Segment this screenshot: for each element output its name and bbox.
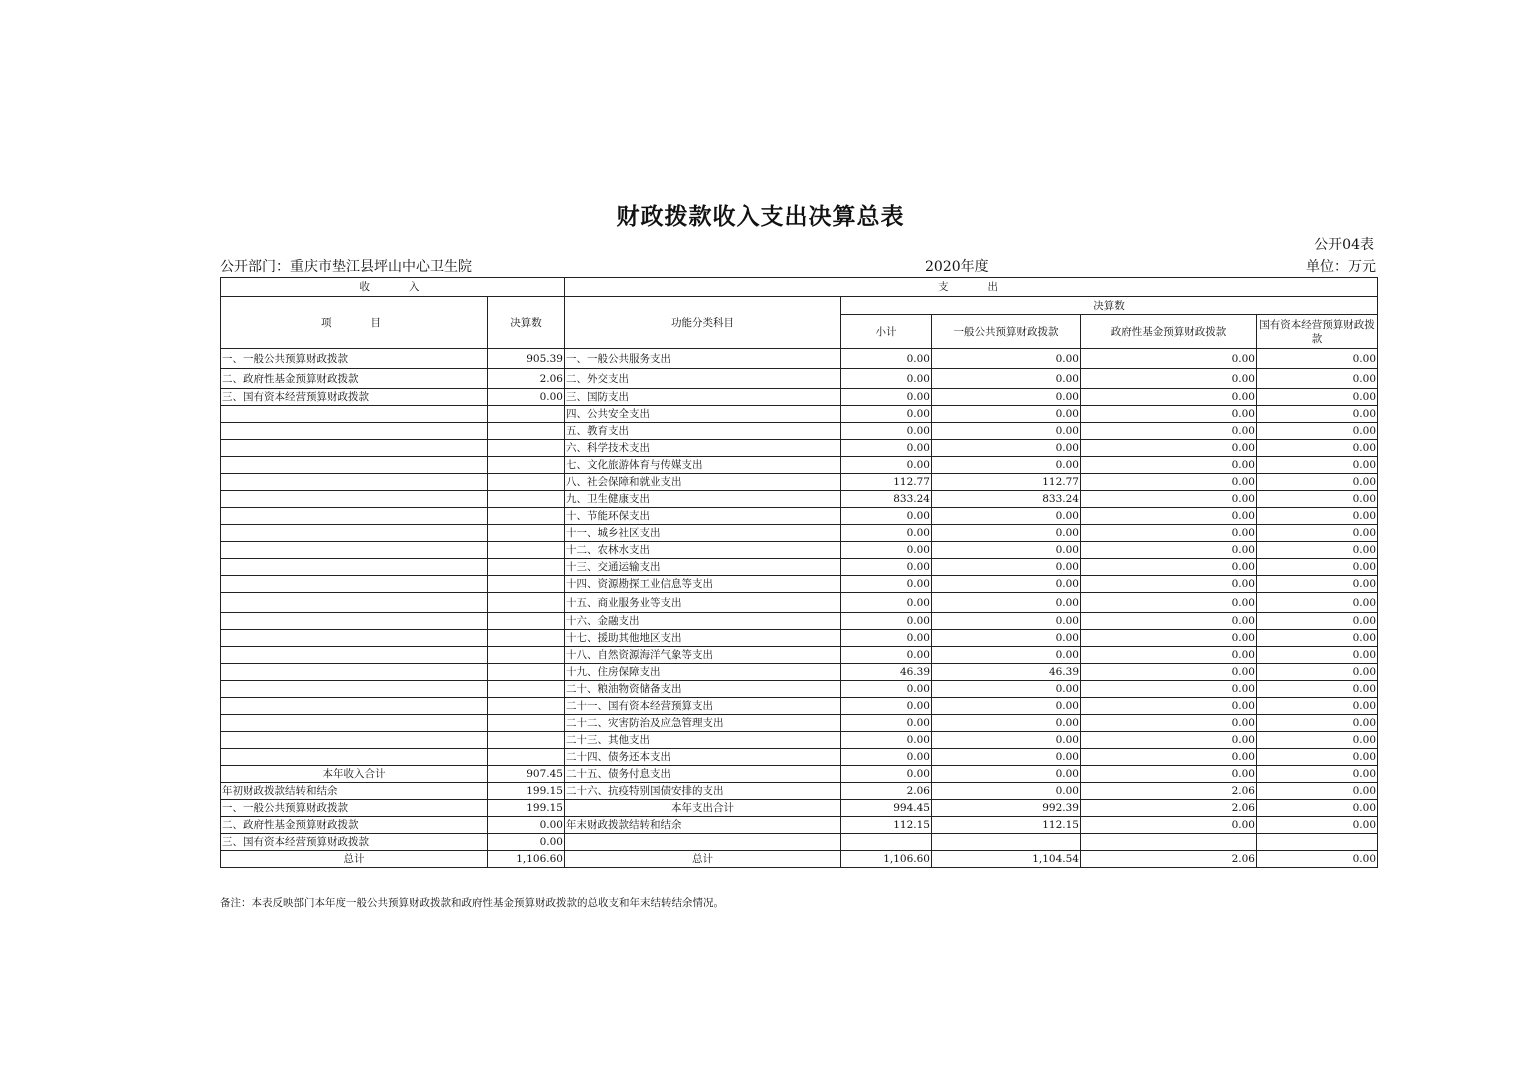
income-header: 收 入: [221, 278, 565, 297]
expense-item-cell: 二十、粮油物资储备支出: [565, 681, 841, 698]
general-budget-cell: 0.00: [932, 369, 1081, 389]
state-capital-cell: [1257, 834, 1378, 851]
table-row: [221, 457, 1378, 474]
func-subject-header: 功能分类科目: [565, 297, 841, 349]
subtotal-cell: 0.00: [841, 389, 932, 406]
table-row: [221, 349, 1378, 369]
subtotal-cell: 0.00: [841, 369, 932, 389]
amount-header: 决算数: [488, 297, 565, 349]
state-capital-cell: 0.00: [1257, 474, 1378, 491]
subtotal-cell: 833.24: [841, 491, 932, 508]
income-item-cell: [221, 559, 488, 576]
income-amount-cell: 2.06: [488, 369, 565, 389]
expense-item-cell: 总计: [565, 851, 841, 868]
state-capital-cell: 0.00: [1257, 630, 1378, 647]
income-amount-cell: [488, 664, 565, 681]
subtotal-cell: 0.00: [841, 525, 932, 542]
expense-item-cell: 七、文化旅游体育与传媒支出: [565, 457, 841, 474]
expense-item-cell: 十三、交通运输支出: [565, 559, 841, 576]
income-item-cell: [221, 715, 488, 732]
income-item-cell: [221, 749, 488, 766]
expense-item-cell: 年末财政拨款结转和结余: [565, 817, 841, 834]
general-budget-cell: [932, 834, 1081, 851]
general-budget-cell: 0.00: [932, 732, 1081, 749]
income-item-cell: [221, 593, 488, 613]
subtotal-header: 小计: [841, 315, 932, 349]
expense-item-cell: 十四、资源勘探工业信息等支出: [565, 576, 841, 593]
subtotal-cell: 112.77: [841, 474, 932, 491]
table-row: [221, 834, 1378, 851]
table-row: [221, 749, 1378, 766]
form-number: 公开04表: [1314, 237, 1374, 253]
income-item-cell: [221, 508, 488, 525]
subtotal-cell: 0.00: [841, 457, 932, 474]
meta-row: [220, 256, 1376, 276]
fund-budget-cell: 2.06: [1081, 800, 1257, 817]
expense-item-cell: 二十三、其他支出: [565, 732, 841, 749]
expense-header: 支 出: [565, 278, 1378, 297]
state-capital-cell: 0.00: [1257, 681, 1378, 698]
income-amount-cell: 199.15: [488, 800, 565, 817]
table-row: [221, 698, 1378, 715]
general-budget-cell: 0.00: [932, 766, 1081, 783]
income-item-cell: [221, 457, 488, 474]
general-budget-cell: 0.00: [932, 593, 1081, 613]
state-capital-cell: 0.00: [1257, 542, 1378, 559]
subtotal-cell: 994.45: [841, 800, 932, 817]
income-item-cell: 年初财政拨款结转和结余: [221, 783, 488, 800]
table-row: [221, 851, 1378, 868]
general-budget-header: 一般公共预算财政拨款: [932, 315, 1081, 349]
subtotal-cell: 0.00: [841, 349, 932, 369]
table-row: [221, 732, 1378, 749]
fund-budget-cell: 0.00: [1081, 698, 1257, 715]
general-budget-cell: 0.00: [932, 698, 1081, 715]
expense-item-cell: 一、一般公共服务支出: [565, 349, 841, 369]
fund-budget-cell: 0.00: [1081, 349, 1257, 369]
table-body: [221, 349, 1378, 868]
general-budget-cell: 0.00: [932, 576, 1081, 593]
income-amount-cell: [488, 630, 565, 647]
income-amount-cell: 0.00: [488, 389, 565, 406]
income-amount-cell: [488, 491, 565, 508]
income-amount-cell: [488, 681, 565, 698]
general-budget-cell: 0.00: [932, 613, 1081, 630]
table-row: [221, 593, 1378, 613]
table-row: [221, 525, 1378, 542]
table-row: [221, 664, 1378, 681]
state-capital-cell: 0.00: [1257, 369, 1378, 389]
fund-budget-cell: 0.00: [1081, 508, 1257, 525]
general-budget-cell: 0.00: [932, 542, 1081, 559]
expense-item-cell: 二十四、债务还本支出: [565, 749, 841, 766]
income-item-cell: [221, 630, 488, 647]
fund-budget-cell: 2.06: [1081, 783, 1257, 800]
expense-item-cell: 二十二、灾害防治及应急管理支出: [565, 715, 841, 732]
subtotal-cell: 0.00: [841, 576, 932, 593]
income-item-cell: [221, 681, 488, 698]
subtotal-cell: 0.00: [841, 613, 932, 630]
fund-budget-cell: 0.00: [1081, 457, 1257, 474]
subtotal-cell: 0.00: [841, 593, 932, 613]
subtotal-cell: 0.00: [841, 715, 932, 732]
general-budget-cell: 0.00: [932, 715, 1081, 732]
table-row: [221, 474, 1378, 491]
income-item-cell: [221, 525, 488, 542]
table-row: [221, 508, 1378, 525]
state-capital-cell: 0.00: [1257, 389, 1378, 406]
income-amount-cell: 905.39: [488, 349, 565, 369]
expense-item-cell: 二十六、抗疫特别国债安排的支出: [565, 783, 841, 800]
income-amount-cell: [488, 593, 565, 613]
state-capital-cell: 0.00: [1257, 349, 1378, 369]
income-item-cell: 一、一般公共预算财政拨款: [221, 349, 488, 369]
fund-budget-cell: 0.00: [1081, 542, 1257, 559]
income-item-cell: 总计: [221, 851, 488, 868]
fund-budget-cell: 0.00: [1081, 732, 1257, 749]
fund-budget-cell: 0.00: [1081, 576, 1257, 593]
subtotal-cell: 46.39: [841, 664, 932, 681]
table-row: [221, 559, 1378, 576]
subtotal-cell: [841, 834, 932, 851]
income-amount-cell: [488, 576, 565, 593]
unit-label: 单位：万元: [1306, 259, 1376, 275]
subtotal-cell: 0.00: [841, 559, 932, 576]
table-row: [221, 613, 1378, 630]
state-capital-cell: 0.00: [1257, 817, 1378, 834]
expense-item-cell: 本年支出合计: [565, 800, 841, 817]
income-item-cell: [221, 474, 488, 491]
state-capital-cell: 0.00: [1257, 508, 1378, 525]
general-budget-cell: 0.00: [932, 647, 1081, 664]
general-budget-cell: 1,104.54: [932, 851, 1081, 868]
expense-item-cell: 二十五、债务付息支出: [565, 766, 841, 783]
expense-item-cell: 十九、住房保障支出: [565, 664, 841, 681]
fund-budget-cell: 0.00: [1081, 593, 1257, 613]
fund-budget-cell: 0.00: [1081, 559, 1257, 576]
subtotal-cell: 0.00: [841, 698, 932, 715]
fund-budget-cell: 0.00: [1081, 423, 1257, 440]
table-row: [221, 783, 1378, 800]
general-budget-cell: 112.77: [932, 474, 1081, 491]
fund-budget-header: 政府性基金预算财政拨款: [1081, 315, 1257, 349]
fund-budget-cell: 0.00: [1081, 369, 1257, 389]
subtotal-cell: 1,106.60: [841, 851, 932, 868]
table-row: [221, 576, 1378, 593]
state-capital-cell: 0.00: [1257, 491, 1378, 508]
year-label: 2020年度: [925, 259, 989, 275]
general-budget-cell: 0.00: [932, 783, 1081, 800]
subtotal-cell: 0.00: [841, 749, 932, 766]
income-item-cell: [221, 440, 488, 457]
subtotal-cell: 112.15: [841, 817, 932, 834]
table-row: [221, 715, 1378, 732]
state-capital-cell: 0.00: [1257, 783, 1378, 800]
table-row: [221, 389, 1378, 406]
state-capital-cell: 0.00: [1257, 406, 1378, 423]
fund-budget-cell: 0.00: [1081, 681, 1257, 698]
expense-item-cell: 二、外交支出: [565, 369, 841, 389]
footnote: 备注：本表反映部门本年度一般公共预算财政拨款和政府性基金预算财政拨款的总收支和年末结转结余情况。: [220, 897, 724, 909]
state-capital-cell: 0.00: [1257, 423, 1378, 440]
state-capital-cell: 0.00: [1257, 732, 1378, 749]
general-budget-cell: 0.00: [932, 389, 1081, 406]
income-amount-cell: [488, 613, 565, 630]
state-capital-header: 国有资本经营预算财政拨款: [1257, 315, 1378, 349]
income-item-cell: 一、一般公共预算财政拨款: [221, 800, 488, 817]
income-item-cell: 三、国有资本经营预算财政拨款: [221, 834, 488, 851]
fund-budget-cell: 0.00: [1081, 715, 1257, 732]
expense-item-cell: 八、社会保障和就业支出: [565, 474, 841, 491]
income-amount-cell: 199.15: [488, 783, 565, 800]
income-item-cell: [221, 576, 488, 593]
income-amount-cell: [488, 457, 565, 474]
expense-item-cell: 十五、商业服务业等支出: [565, 593, 841, 613]
fund-budget-cell: 0.00: [1081, 766, 1257, 783]
table-row: [221, 800, 1378, 817]
expense-item-cell: 十、节能环保支出: [565, 508, 841, 525]
income-amount-cell: [488, 559, 565, 576]
income-item-cell: 本年收入合计: [221, 766, 488, 783]
fund-budget-cell: 0.00: [1081, 630, 1257, 647]
income-item-cell: [221, 664, 488, 681]
general-budget-cell: 0.00: [932, 440, 1081, 457]
income-item-cell: [221, 491, 488, 508]
table-row: [221, 440, 1378, 457]
page-title: 财政拨款收入支出决算总表: [616, 204, 905, 230]
expense-item-cell: 六、科学技术支出: [565, 440, 841, 457]
general-budget-cell: 0.00: [932, 525, 1081, 542]
income-item-cell: [221, 406, 488, 423]
general-budget-cell: 992.39: [932, 800, 1081, 817]
general-budget-cell: 0.00: [932, 749, 1081, 766]
final-amount-header: 决算数: [841, 297, 1378, 315]
general-budget-cell: 0.00: [932, 423, 1081, 440]
general-budget-cell: 46.39: [932, 664, 1081, 681]
income-amount-cell: [488, 423, 565, 440]
expense-item-cell: 十七、援助其他地区支出: [565, 630, 841, 647]
income-amount-cell: [488, 715, 565, 732]
income-item-cell: [221, 698, 488, 715]
expense-item-cell: 四、公共安全支出: [565, 406, 841, 423]
fund-budget-cell: 0.00: [1081, 613, 1257, 630]
subtotal-cell: 0.00: [841, 647, 932, 664]
fund-budget-cell: 0.00: [1081, 491, 1257, 508]
subtotal-cell: 0.00: [841, 423, 932, 440]
subtotal-cell: 0.00: [841, 508, 932, 525]
general-budget-cell: 833.24: [932, 491, 1081, 508]
income-item-cell: [221, 423, 488, 440]
income-item-cell: 二、政府性基金预算财政拨款: [221, 817, 488, 834]
income-amount-cell: [488, 698, 565, 715]
subtotal-cell: 0.00: [841, 440, 932, 457]
income-amount-cell: 907.45: [488, 766, 565, 783]
expense-item-cell: 十一、城乡社区支出: [565, 525, 841, 542]
income-item-cell: [221, 542, 488, 559]
fund-budget-cell: 0.00: [1081, 474, 1257, 491]
general-budget-cell: 0.00: [932, 508, 1081, 525]
income-item-cell: 二、政府性基金预算财政拨款: [221, 369, 488, 389]
income-item-cell: [221, 647, 488, 664]
subtotal-cell: 0.00: [841, 681, 932, 698]
expense-item-cell: 二十一、国有资本经营预算支出: [565, 698, 841, 715]
subtotal-cell: 0.00: [841, 406, 932, 423]
income-amount-cell: [488, 647, 565, 664]
subtotal-cell: 0.00: [841, 732, 932, 749]
state-capital-cell: 0.00: [1257, 715, 1378, 732]
subtotal-cell: 0.00: [841, 542, 932, 559]
subtotal-cell: 0.00: [841, 766, 932, 783]
state-capital-cell: 0.00: [1257, 749, 1378, 766]
income-amount-cell: [488, 508, 565, 525]
state-capital-cell: 0.00: [1257, 457, 1378, 474]
fund-budget-cell: 2.06: [1081, 851, 1257, 868]
fund-budget-cell: 0.00: [1081, 406, 1257, 423]
expense-item-cell: 十八、自然资源海洋气象等支出: [565, 647, 841, 664]
income-amount-cell: 0.00: [488, 817, 565, 834]
general-budget-cell: 0.00: [932, 406, 1081, 423]
table-row: [221, 681, 1378, 698]
fund-budget-cell: 0.00: [1081, 817, 1257, 834]
income-amount-cell: [488, 440, 565, 457]
expense-item-cell: [565, 834, 841, 851]
table-row: [221, 647, 1378, 664]
state-capital-cell: 0.00: [1257, 766, 1378, 783]
income-amount-cell: [488, 732, 565, 749]
fiscal-summary-table: [220, 277, 1378, 868]
state-capital-cell: 0.00: [1257, 647, 1378, 664]
state-capital-cell: 0.00: [1257, 525, 1378, 542]
general-budget-cell: 112.15: [932, 817, 1081, 834]
state-capital-cell: 0.00: [1257, 698, 1378, 715]
table-row: [221, 766, 1378, 783]
income-item-cell: [221, 732, 488, 749]
department-label: 公开部门：重庆市垫江县坪山中心卫生院: [220, 259, 472, 275]
income-amount-cell: [488, 749, 565, 766]
general-budget-cell: 0.00: [932, 457, 1081, 474]
fund-budget-cell: 0.00: [1081, 647, 1257, 664]
state-capital-cell: 0.00: [1257, 440, 1378, 457]
income-amount-cell: [488, 406, 565, 423]
state-capital-cell: 0.00: [1257, 851, 1378, 868]
state-capital-cell: 0.00: [1257, 559, 1378, 576]
general-budget-cell: 0.00: [932, 681, 1081, 698]
table-row: [221, 369, 1378, 389]
income-amount-cell: [488, 525, 565, 542]
table-row: [221, 817, 1378, 834]
state-capital-cell: 0.00: [1257, 613, 1378, 630]
table-row: [221, 491, 1378, 508]
income-amount-cell: [488, 474, 565, 491]
income-amount-cell: 0.00: [488, 834, 565, 851]
expense-item-cell: 十二、农林水支出: [565, 542, 841, 559]
state-capital-cell: 0.00: [1257, 800, 1378, 817]
subtotal-cell: 2.06: [841, 783, 932, 800]
state-capital-cell: 0.00: [1257, 593, 1378, 613]
income-item-cell: 三、国有资本经营预算财政拨款: [221, 389, 488, 406]
table-row: [221, 406, 1378, 423]
state-capital-cell: 0.00: [1257, 664, 1378, 681]
subtotal-cell: 0.00: [841, 630, 932, 647]
general-budget-cell: 0.00: [932, 630, 1081, 647]
fund-budget-cell: 0.00: [1081, 749, 1257, 766]
table-row: [221, 630, 1378, 647]
fund-budget-cell: 0.00: [1081, 389, 1257, 406]
income-item-cell: [221, 613, 488, 630]
income-amount-cell: [488, 542, 565, 559]
fund-budget-cell: 0.00: [1081, 664, 1257, 681]
state-capital-cell: 0.00: [1257, 576, 1378, 593]
general-budget-cell: 0.00: [932, 349, 1081, 369]
table-row: [221, 423, 1378, 440]
expense-item-cell: 十六、金融支出: [565, 613, 841, 630]
expense-item-cell: 五、教育支出: [565, 423, 841, 440]
expense-item-cell: 九、卫生健康支出: [565, 491, 841, 508]
income-amount-cell: 1,106.60: [488, 851, 565, 868]
expense-item-cell: 三、国防支出: [565, 389, 841, 406]
item-header: 项 目: [221, 297, 488, 349]
fund-budget-cell: [1081, 834, 1257, 851]
fund-budget-cell: 0.00: [1081, 440, 1257, 457]
fund-budget-cell: 0.00: [1081, 525, 1257, 542]
table-row: [221, 542, 1378, 559]
general-budget-cell: 0.00: [932, 559, 1081, 576]
